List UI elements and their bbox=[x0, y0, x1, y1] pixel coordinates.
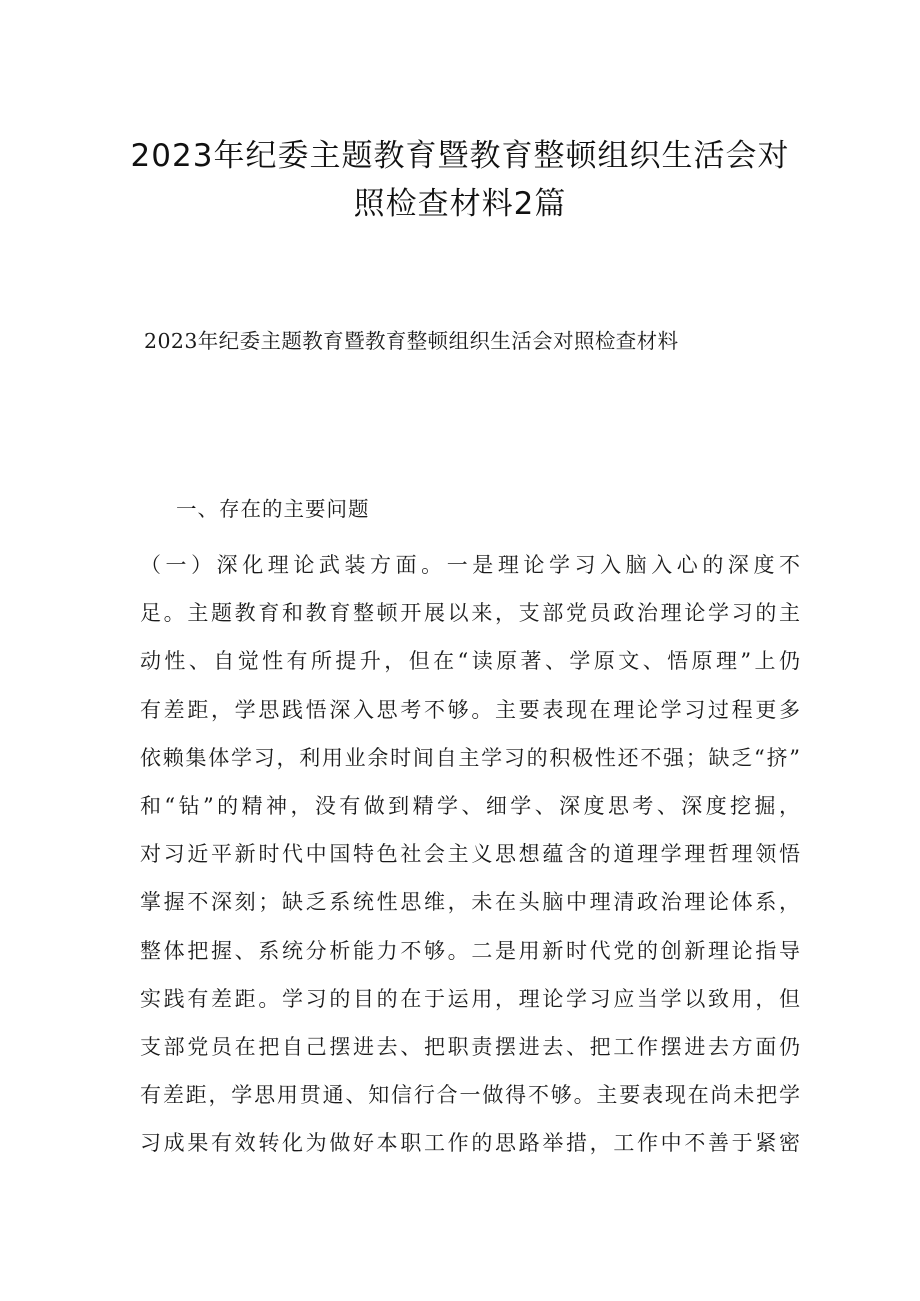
body-line: 依赖集体学习，利用业余时间自主学习的积极性还不强；缺乏“挤” bbox=[140, 745, 800, 770]
body-line: 有差距，学思践悟深入思考不够。主要表现在理论学习过程更多 bbox=[140, 697, 800, 722]
body-paragraph bbox=[140, 548, 800, 1174]
body-line: 掌握不深刻；缺乏系统性思维，未在头脑中理清政治理论体系， bbox=[140, 890, 800, 915]
document-subtitle: 2023年纪委主题教育暨教育整顿组织生活会对照检查材料 bbox=[144, 329, 679, 353]
body-line: 对习近平新时代中国特色社会主义思想蕴含的道理学理哲理领悟 bbox=[140, 842, 800, 867]
body-line: 支部党员在把自己摆进去、把职责摆进去、把工作摆进去方面仍 bbox=[140, 1034, 800, 1059]
section-heading: 一、存在的主要问题 bbox=[176, 497, 370, 521]
document-title-line-1: 2023年纪委主题教育暨教育整顿组织生活会对 bbox=[130, 138, 790, 174]
body-line: 实践有差距。学习的目的在于运用，理论学习应当学以致用，但 bbox=[140, 986, 800, 1011]
body-line: 足。主题教育和教育整顿开展以来，支部党员政治理论学习的主 bbox=[140, 601, 800, 626]
body-line: （一）深化理论武装方面。一是理论学习入脑入心的深度不 bbox=[140, 553, 800, 577]
body-line: 动性、自觉性有所提升，但在“读原著、学原文、悟原理”上仍 bbox=[140, 649, 800, 674]
document-title bbox=[110, 132, 810, 228]
body-line: 习成果有效转化为做好本职工作的思路举措，工作中不善于紧密 bbox=[140, 1131, 800, 1156]
body-line: 整体把握、系统分析能力不够。二是用新时代党的创新理论指导 bbox=[140, 938, 800, 963]
document-title-line-2: 照检查材料2篇 bbox=[353, 186, 567, 222]
body-line: 和“钻”的精神，没有做到精学、细学、深度思考、深度挖掘， bbox=[140, 793, 800, 818]
body-line: 有差距，学思用贯通、知信行合一做得不够。主要表现在尚未把学 bbox=[140, 1083, 800, 1108]
